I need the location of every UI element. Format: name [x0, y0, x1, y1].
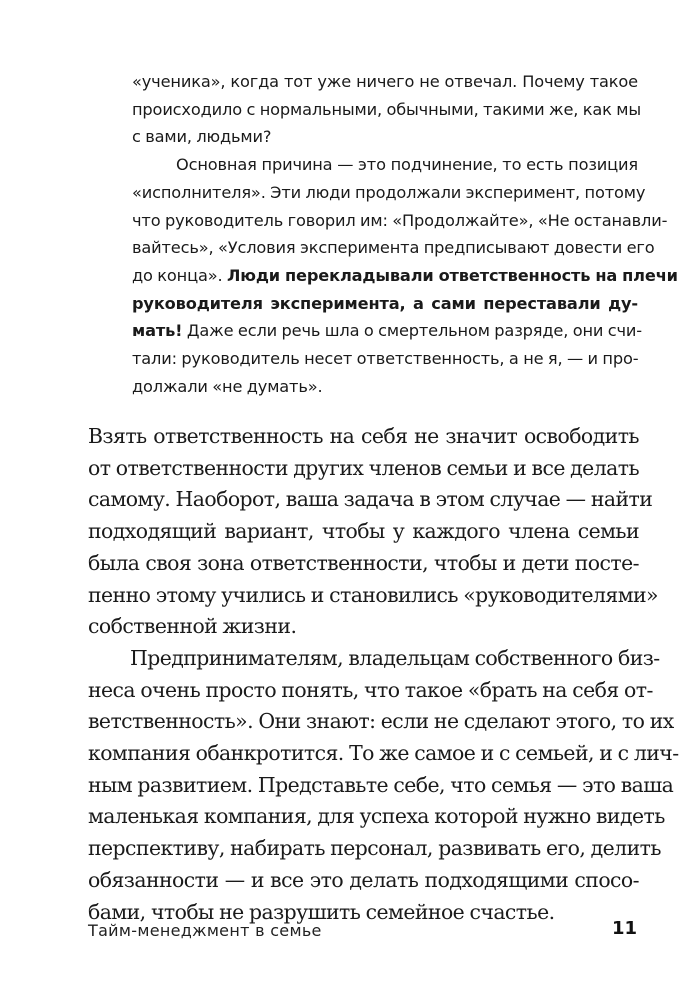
body-line: маленькая компания, для успеха которой нужно видеть [88, 804, 665, 829]
sidebar-line: что руководитель говорил им: «Продолжайте», «Не останавли- [132, 210, 668, 230]
sidebar-line: Основная причина — это подчинение, то есть позиция [176, 155, 638, 175]
sidebar-text: Даже если речь шла о смертельном разряде, они счи- [186, 321, 642, 341]
body-line: Предпринимателям, владельцам собственного биз- [130, 645, 660, 670]
sidebar-quote-block [132, 68, 678, 400]
sidebar-line: происходило с нормальными, обычными, такими же, как мы [132, 99, 641, 119]
sidebar-line: «ученика», когда тот уже ничего не отвечал. Почему такое [132, 72, 638, 91]
sidebar-emphasis: руководителя эксперимента, а сами переставали ду- [132, 293, 638, 313]
body-line: подходящий вариант, чтобы у каждого члена семьи [88, 519, 639, 544]
body-line: ветственность». Они знают: если не сделают этого, то их [88, 709, 674, 734]
sidebar-line: вайтесь», «Условия эксперимента предписывают довести его [132, 238, 655, 258]
body-line: Взять ответственность на себя не значит освободить [88, 424, 639, 448]
sidebar-line: должали «не думать». [132, 376, 323, 396]
body-line: была своя зона ответственности, чтобы и дети посте- [88, 550, 639, 575]
body-line: компания обанкротится. То же самое и с семьей, и с лич- [88, 741, 679, 766]
body-line: перспективу, набирать персонал, развивать его, делить [88, 836, 661, 861]
sidebar-line: «исполнителя». Эти люди продолжали эксперимент, потому [132, 182, 646, 202]
body-line: пенно этому учились и становились «руководителями» [88, 582, 658, 607]
sidebar-line: с вами, людьми? [132, 127, 272, 147]
body-line: неса очень просто понять, что такое «брать на себя от- [88, 677, 653, 702]
running-footer-title: Тайм-менеджмент в семье [88, 921, 322, 940]
sidebar-emphasis: Люди перекладывали ответственность на плечи [227, 265, 678, 285]
body-line: обязанности — и все это делать подходящими спосо- [88, 867, 639, 892]
body-line: от ответственности других членов семьи и все делать [88, 455, 639, 480]
sidebar-line: тали: руководитель несет ответственность, а не я, — и про- [132, 349, 639, 369]
sidebar-line [132, 262, 678, 290]
sidebar-text: до конца». [132, 265, 223, 285]
body-line: самому. Наоборот, ваша задача в этом случае — найти [88, 487, 653, 512]
sidebar-emphasis: мать! [132, 321, 183, 341]
body-line: собственной жизни. [88, 614, 297, 639]
page-number: 11 [611, 918, 637, 939]
sidebar-line [132, 290, 638, 318]
sidebar-line [132, 317, 642, 345]
body-line: бами, чтобы не разрушить семейное счастье. [88, 899, 555, 924]
body-line: ным развитием. Представьте себе, что семья — это ваша [88, 772, 674, 797]
main-body-text [88, 421, 679, 928]
